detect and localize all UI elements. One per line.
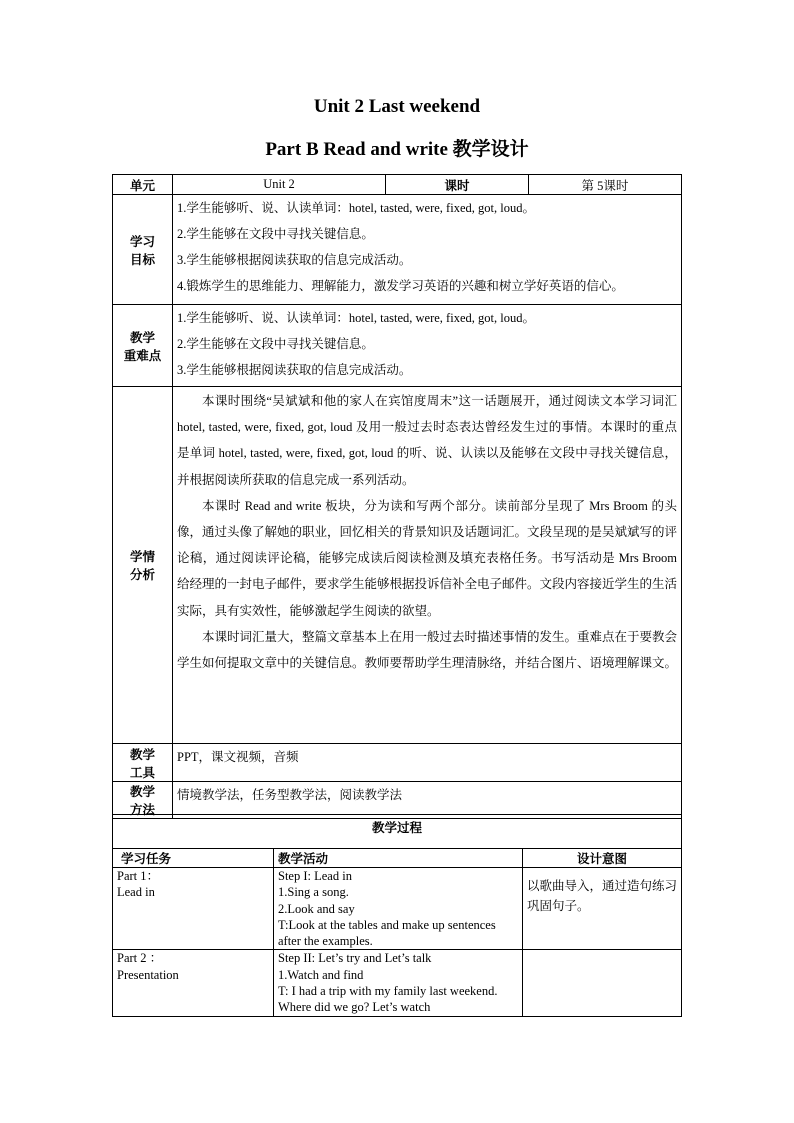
tools-row: [113, 744, 682, 782]
objective-item: 2.学生能够在文段中寻找关键信息。: [177, 227, 374, 241]
header-row: [113, 175, 682, 195]
objectives-label: 学习 目标: [113, 195, 173, 305]
activity-line: Step II: Let’s try and Let’s talk: [278, 951, 432, 966]
unit-value: Unit 2: [173, 175, 386, 195]
methods-row: [113, 782, 682, 819]
process-heading-row: [113, 815, 682, 849]
analysis-paragraph: 本课时围绕“吴斌斌和他的家人在宾馆度周末”这一话题展开，通过阅读文本学习词汇 hotel, tasted, were, fixed, got, loud 及用一般过去时态表达曾经发生过的事情。本课时的重点是单词 hotel, tasted, were, fixed, got, loud 的听、说、认读以及能够在文段中寻找关键信息，并根据阅读所获取的信息完成一系列活动。: [177, 394, 677, 487]
analysis-row: [113, 387, 682, 744]
process-task: [113, 868, 274, 950]
methods-label: 教学 方法: [113, 782, 173, 819]
task-name: Presentation: [117, 967, 179, 982]
process-task: [113, 950, 274, 1016]
column-header-task: 学习任务: [113, 849, 274, 868]
process-activity: [274, 868, 523, 950]
analysis-paragraph: 本课时 Read and write 板块，分为读和写两个部分。读前部分呈现了 Mrs Broom 的头像，通过头像了解她的职业，回忆相关的背景知识及话题词汇。文段呈现的是吴斌斌写的评论稿，通过阅读评论稿，能够完成读后阅读检测及填充表格任务。书写活动是 Mrs Broom 给经理的一封电子邮件，要求学生能够根据投诉信补全电子邮件。文段内容接近学生的生活实际，具有实效性，能够激起学生阅读的欲望。: [177, 498, 678, 618]
tools-label: 教学 工具: [113, 744, 173, 782]
process-heading: 教学过程: [113, 815, 682, 849]
objective-item: 3.学生能够根据阅读获取的信息完成活动。: [177, 253, 412, 267]
objective-item: 4.锻炼学生的思维能力、理解能力，激发学习英语的兴趣和树立学好英语的信心。: [177, 279, 624, 293]
column-header-activity: 教学活动: [274, 849, 523, 868]
process-row: [113, 950, 682, 1016]
activity-line: Step I: Lead in: [278, 869, 352, 883]
key-point-item: 1.学生能够听、说、认读单词：hotel, tasted, were, fixed, got, loud。: [177, 311, 535, 325]
lesson-info-table: [112, 174, 682, 819]
activity-line: T: I had a trip with my family last weekend. Where did we go? Let’s watch: [278, 984, 498, 1015]
key-points-content: [173, 305, 682, 387]
document-subtitle: Part B Read and write 教学设计: [265, 139, 529, 160]
activity-line: T:Look at the tables and make up sentences after the examples.: [278, 917, 496, 949]
analysis-label: 学情 分析: [113, 387, 173, 744]
teaching-process-table: [112, 814, 682, 1017]
process-column-headers: [113, 849, 682, 868]
process-row: [113, 868, 682, 950]
activity-line: 2.Look and say: [278, 901, 355, 916]
activity-line: 1.Sing a song.: [278, 885, 349, 900]
process-activity: [274, 950, 523, 1016]
tools-value: PPT，课文视频，音频: [173, 744, 682, 782]
key-point-item: 3.学生能够根据阅读获取的信息完成活动。: [177, 363, 412, 377]
unit-label: 单元: [113, 175, 173, 195]
objectives-content: [173, 195, 682, 305]
activity-line: 1.Watch and find: [278, 967, 364, 982]
column-header-intent: 设计意图: [523, 849, 682, 868]
objectives-row: [113, 195, 682, 305]
task-part: Part 1：: [117, 869, 160, 883]
task-name: Lead in: [117, 885, 155, 900]
objective-item: 1.学生能够听、说、认读单词：hotel, tasted, were, fixed, got, loud。: [177, 201, 535, 215]
document-title: Unit 2 Last weekend: [313, 96, 481, 117]
period-value: 第 5课时: [529, 175, 682, 195]
process-intent: [523, 950, 682, 1016]
analysis-content: [173, 387, 682, 744]
period-label: 课时: [386, 175, 529, 195]
key-points-label: 教学 重难点: [113, 305, 173, 387]
task-part: Part 2 ：: [117, 951, 163, 966]
analysis-paragraph: 本课时词汇量大，整篇文章基本上在用一般过去时描述事情的发生。重难点在于要教会学生如何提取文章中的关键信息。教师要帮助学生理清脉络，并结合图片、语境理解课文。: [177, 629, 678, 671]
key-points-row: [113, 305, 682, 387]
process-intent: 以歌曲导入，通过造句练习巩固句子。: [523, 868, 682, 950]
key-point-item: 2.学生能够在文段中寻找关键信息。: [177, 337, 374, 351]
methods-value: 情境教学法，任务型教学法，阅读教学法: [173, 782, 682, 819]
